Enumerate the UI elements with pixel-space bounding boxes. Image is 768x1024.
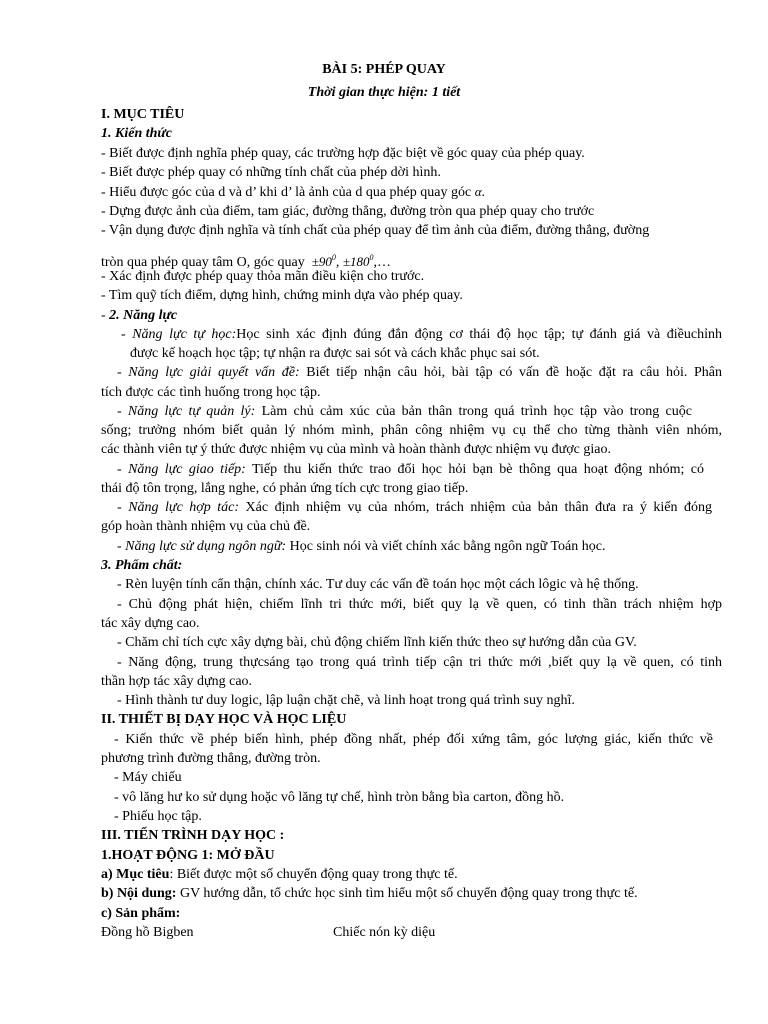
angle-separator: , [335, 255, 340, 270]
dash: - [117, 462, 129, 477]
equipment-item-3: - vô lăng hư ko sử dụng hoặc vô lăng tự chế, hình tròn bằng bìa carton, đồng hồ. [114, 790, 565, 805]
image-caption-wheel: Chiếc nón kỳ diệu [333, 925, 436, 940]
objective-label: a) Mục tiêu [101, 867, 170, 882]
dash: - [121, 327, 133, 342]
competence-problem-solving-label: Năng lực giải quyết vấn đề: [128, 365, 300, 380]
knowledge-item-7: - Tìm quỹ tích điểm, dựng hình, chứng minh dựa vào phép quay. [101, 288, 463, 303]
degree-mark: 0 [369, 253, 374, 262]
competence-cooperation-label: Năng lực hợp tác: [128, 500, 240, 515]
competence-cooperation-line-2: góp hoàn thành nhiệm vụ của chủ đề. [101, 519, 311, 534]
quality-item-2-line-1: - Chủ động phát hiện, chiếm lĩnh tri thức mới, biết quy lạ về quen, có tinh thần trách nhiệm hợp [117, 597, 722, 612]
competence-self-study-label: Năng lực tự học: [132, 327, 237, 342]
content-text: GV hướng dẫn, tổ chức học sinh tìm hiểu một số chuyển động quay trong thực tế. [176, 886, 638, 901]
alpha-symbol: α [474, 184, 482, 199]
competence-self-management-label: Năng lực tự quản lý: [127, 404, 256, 419]
equipment-item-2: - Máy chiếu [114, 770, 182, 785]
competence-self-study-line-2: được kế hoạch học tập; tự nhận ra được sai sót và cách khắc phục sai sót. [130, 346, 540, 361]
image-caption-bigben: Đồng hồ Bigben [101, 925, 194, 940]
competence-problem-solving-text: Biết tiếp nhận câu hỏi, bài tập có vấn đề hoặc đặt ra câu hỏi. Phân [299, 365, 723, 380]
equipment-item-1-line-1: - Kiến thức về phép biến hình, phép đồng nhất, phép đối xứng tâm, góc lượng giác, kiến thức về [114, 732, 713, 747]
competence-label: 2. Năng lực [109, 308, 178, 323]
quality-item-1: - Rèn luyện tính cẩn thận, chính xác. Tư duy các vấn đề toán học một cách lôgic và hệ thống. [117, 577, 639, 592]
competence-communication-text: Tiếp thu kiến thức trao đổi học hỏi bạn bè thông qua hoạt động nhóm; có [245, 462, 705, 477]
activity-1-product-label: c) Sản phẩm: [101, 906, 181, 921]
quality-item-4-line-2: thần hợp tác xây dựng cao. [101, 674, 253, 689]
section-heading-process: III. TIẾN TRÌNH DẠY HỌC : [101, 828, 285, 843]
equipment-item-1-line-2: phương trình đường thẳng, đường tròn. [101, 751, 321, 766]
subheading-qualities: 3. Phẩm chất: [101, 558, 183, 573]
knowledge-item-4: - Dựng được ảnh của điểm, tam giác, đường thẳng, đường tròn qua phép quay cho trước [101, 204, 595, 219]
competence-self-management-line-3: các thành viên tự ý thức được nhiệm vụ của mình và hoàn thành được nhiệm vụ được giao. [101, 442, 611, 457]
competence-self-management-line-1 [117, 402, 692, 421]
competence-language [117, 537, 722, 556]
competence-self-study-text: Học sinh xác định đúng đắn động cơ thái độ học tập; tự đánh giá và điềuchỉnh [236, 327, 722, 342]
quality-item-2-line-2: tác xây dựng cao. [101, 616, 200, 631]
knowledge-item-5-text: tròn qua phép quay tâm O, góc quay [101, 255, 305, 270]
knowledge-item-5-line-1: - Vận dụng được định nghĩa và tính chất của phép quay để tìm ảnh của điểm, đường thẳng, đường [101, 223, 650, 238]
knowledge-item-3-text: - Hiểu được góc của d và d’ khi d’ là ảnh của d qua phép quay góc [101, 185, 472, 200]
lesson-duration: Thời gian thực hiện: 1 tiết [307, 85, 461, 100]
quality-item-3: - Chăm chỉ tích cực xây dựng bài, chủ động chiếm lĩnh kiến thức theo sự hướng dẫn của GV. [117, 635, 637, 650]
dash: - [117, 404, 128, 419]
activity-1-heading: 1.HOẠT ĐỘNG 1: MỞ ĐẦU [101, 848, 275, 863]
subheading-knowledge: 1. Kiến thức [101, 126, 173, 141]
dash: - [117, 539, 126, 554]
competence-language-text: Học sinh nói và viết chính xác bằng ngôn ngữ Toán học. [286, 539, 606, 554]
competence-cooperation-text: Xác định nhiệm vụ của nhóm, trách nhiệm của bản thân đưa ra ý kiến đóng [239, 500, 712, 515]
lesson-title: BÀI 5: PHÉP QUAY [322, 62, 446, 77]
knowledge-item-1: - Biết được định nghĩa phép quay, các trường hợp đặc biệt về góc quay của phép quay. [101, 146, 585, 161]
angle-90-value: ±90 [311, 254, 332, 269]
dash: - [117, 365, 129, 380]
section-heading-objectives: I. MỤC TIÊU [101, 107, 185, 122]
angle-180-value: ±180 [342, 254, 370, 269]
competence-problem-solving-line-1 [117, 363, 722, 382]
competence-cooperation-line-1 [117, 498, 712, 517]
degree-mark: 0 [331, 253, 336, 262]
competence-dash: - [101, 308, 110, 323]
equipment-item-4: - Phiếu học tập. [114, 809, 202, 824]
quality-item-4-line-1: - Năng động, trung thựcsáng tạo trong quá trình tiếp cận tri thức mới ,biết quy lạ về quen, có tinh [117, 655, 722, 670]
quality-item-5: - Hình thành tư duy logic, lập luận chặt chẽ, và linh hoạt trong quá trình suy nghĩ. [117, 693, 575, 708]
subheading-competence [101, 306, 722, 325]
competence-language-label: Năng lực sử dụng ngôn ngữ: [125, 539, 287, 554]
activity-1-content [101, 884, 722, 903]
knowledge-item-2: - Biết được phép quay có những tính chất của phép dời hình. [101, 165, 441, 180]
competence-communication-line-2: thái độ tôn trọng, lắng nghe, có phản ứng tích cực trong giao tiếp. [101, 481, 469, 496]
knowledge-item-5-end: ,… [373, 255, 392, 270]
dash: - [117, 500, 129, 515]
competence-communication-line-1 [117, 460, 704, 479]
knowledge-item-6: - Xác định được phép quay thỏa mãn điều kiện cho trước. [101, 269, 425, 284]
activity-1-objective [101, 865, 722, 884]
competence-self-management-line-2: sống; trưởng nhóm biết quản lý nhóm mình, phân công nhiệm vụ cụ thể cho từng thành viên nhóm, [101, 423, 722, 438]
section-heading-equipment: II. THIẾT BỊ DẠY HỌC VÀ HỌC LIỆU [101, 712, 347, 727]
knowledge-item-3-end: . [481, 185, 486, 200]
competence-problem-solving-line-2: tích được các tình huống trong học tập. [101, 385, 321, 400]
content-label: b) Nội dung: [101, 886, 177, 901]
objective-text: : Biết được một số chuyển động quay trong thực tế. [169, 867, 458, 882]
knowledge-item-3 [101, 182, 722, 201]
competence-self-management-text: Làm chủ cảm xúc của bản thân trong quá trình học tập vào trong cuộc [255, 404, 692, 419]
competence-communication-label: Năng lực giao tiếp: [128, 462, 246, 477]
competence-self-study-line-1 [121, 325, 722, 344]
knowledge-item-5-line-2 [101, 248, 722, 270]
